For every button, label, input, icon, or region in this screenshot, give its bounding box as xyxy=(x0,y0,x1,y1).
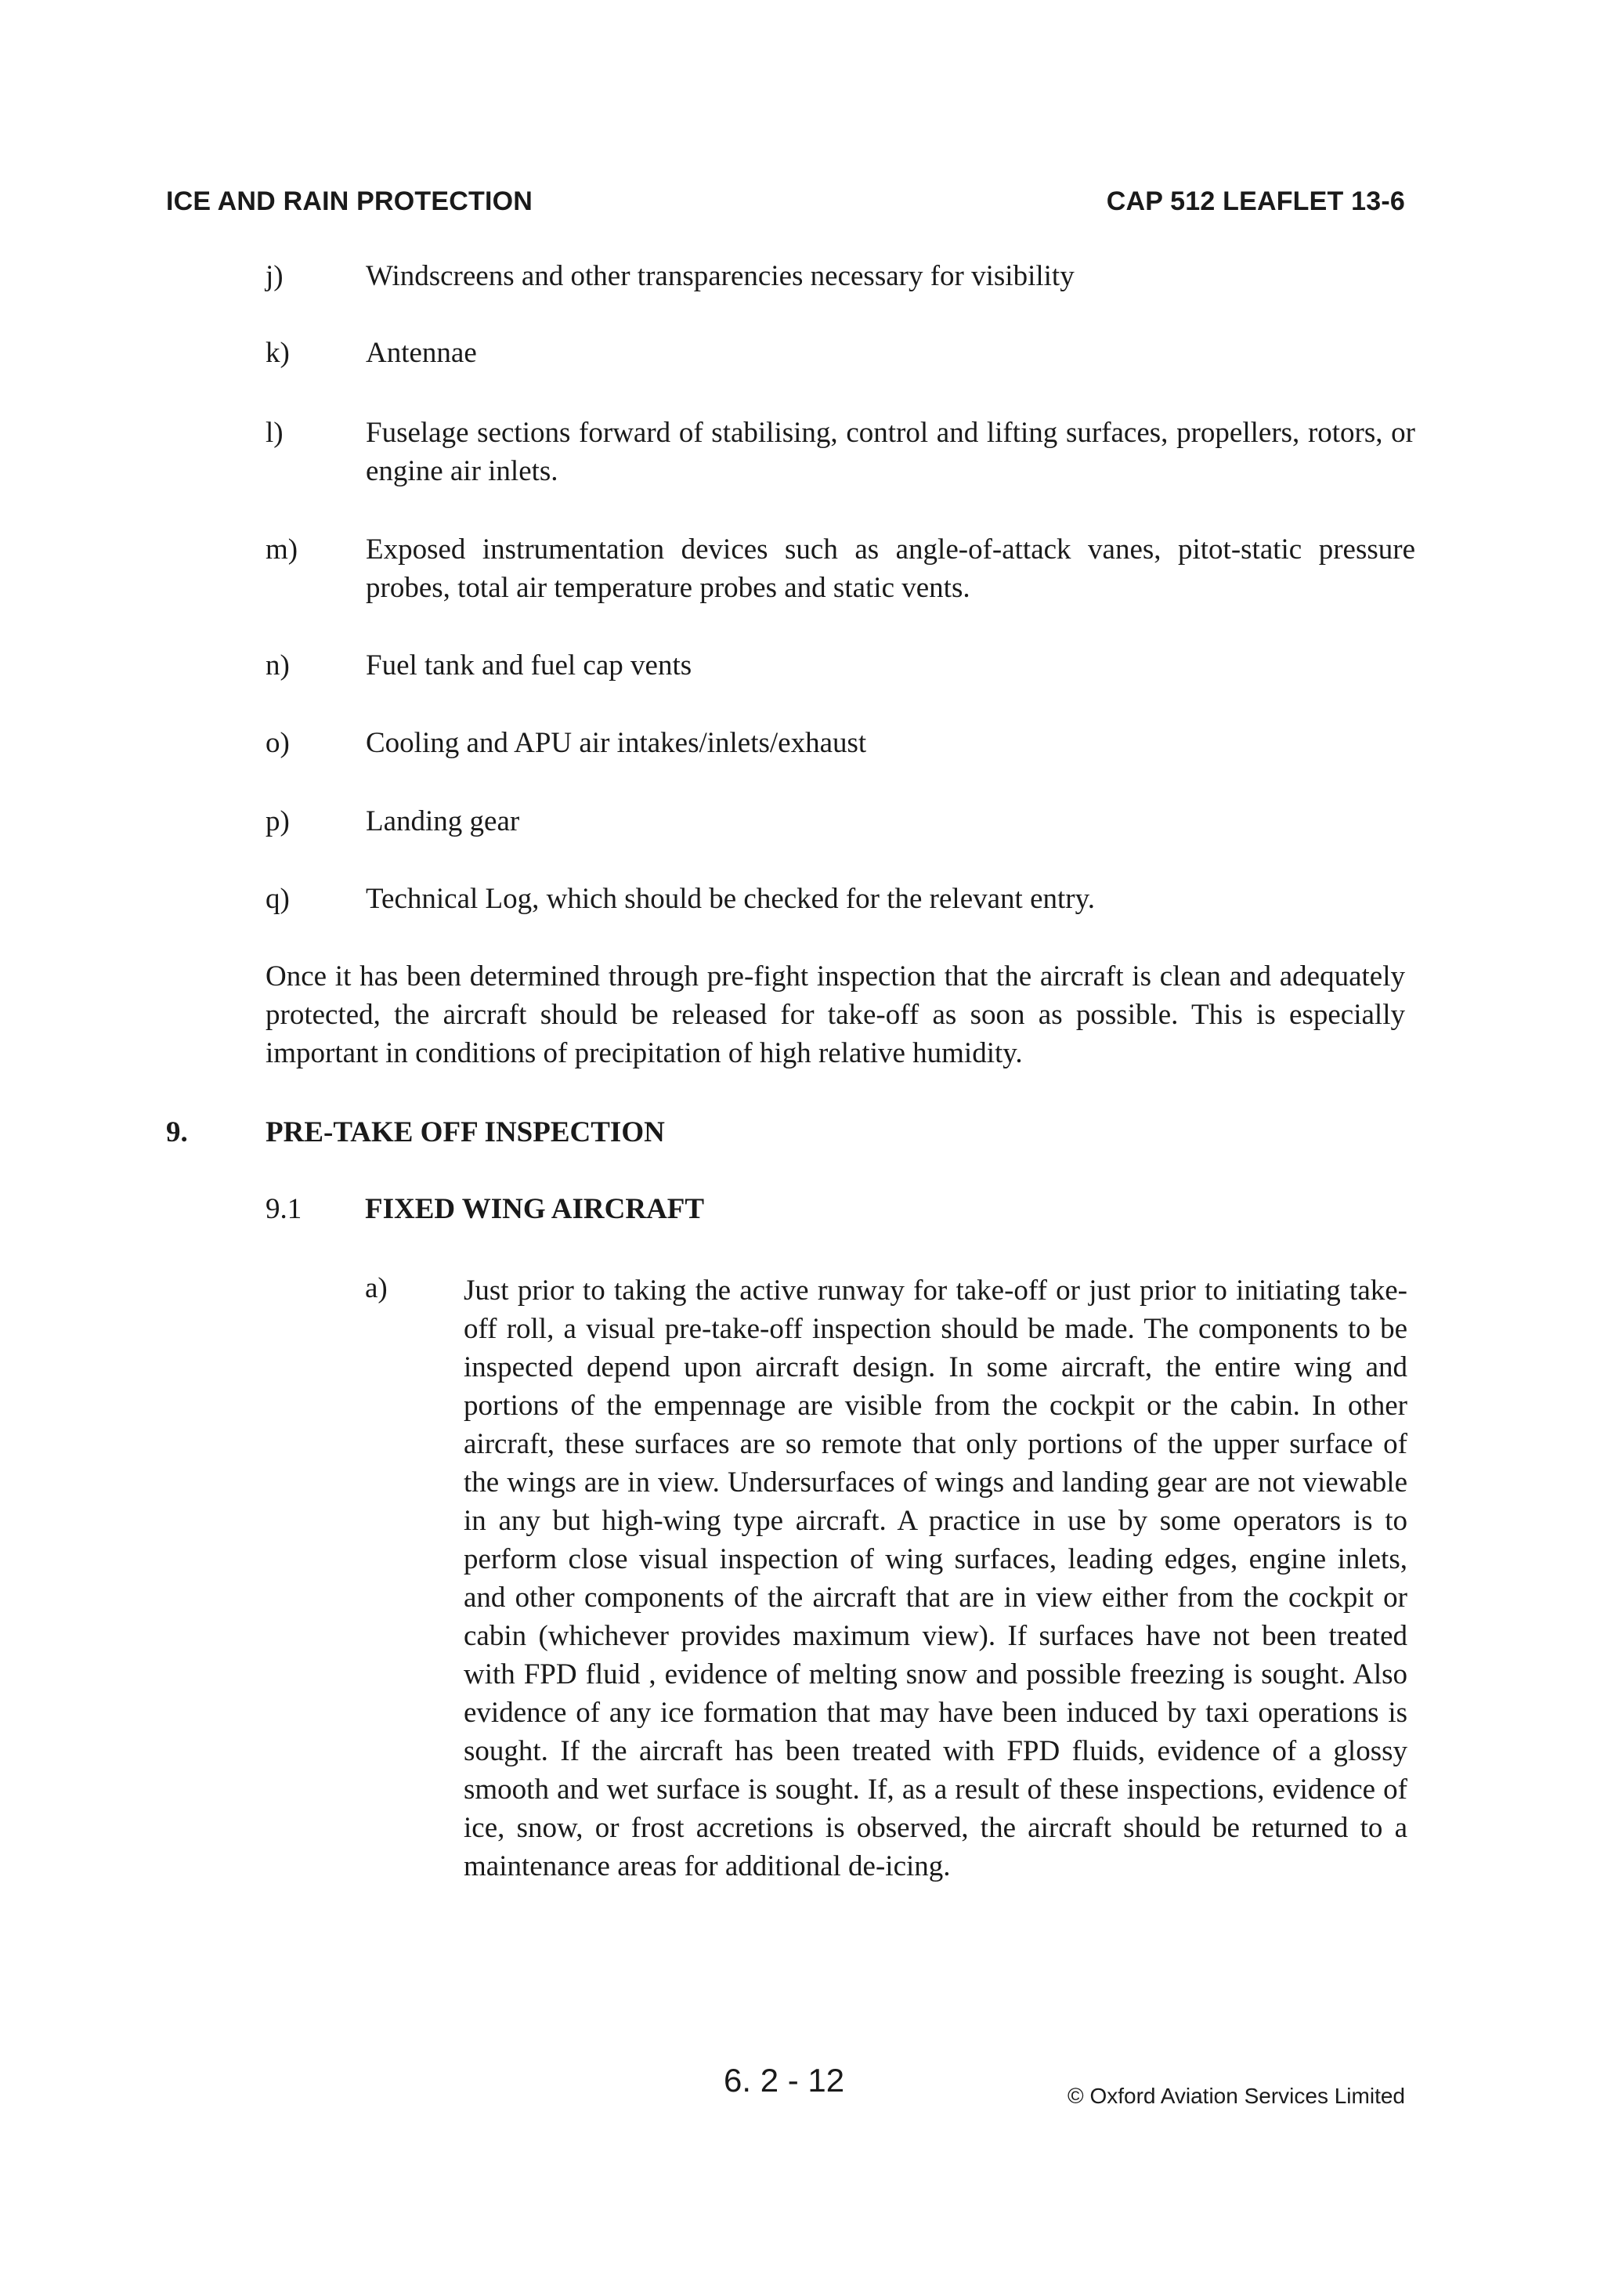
list-item-marker: l) xyxy=(266,417,284,449)
list-item-text: Windscreens and other transparencies necessary for visibility xyxy=(366,260,1075,292)
list-item-marker: o) xyxy=(266,727,290,759)
list-item-marker: n) xyxy=(266,649,290,682)
list-item-text: Antennae xyxy=(366,337,477,369)
list-item-text: Cooling and APU air intakes/inlets/exhaust xyxy=(366,727,867,759)
section-title: PRE-TAKE OFF INSPECTION xyxy=(266,1116,665,1148)
sub-item-text: Just prior to taking the active runway for take-off or just prior to initiating take-off roll, a visual pre-take-off inspection should be made. The components to be inspected depend upon aircraft design. In some aircraft, the entire wing and portions of the empennage are visible from the cockpit or the cabin. In other aircraft, these surfaces are so remote that only portions of the upper surface of the wings are in view. Undersurfaces of wings and landing gear are not viewable in any but high-wing type aircraft. A practice in use by some operators is to perform close visual inspection of wing surfaces, leading edges, engine inlets, and other components of the aircraft that are in view either from the cockpit or cabin (whichever provides maximum view). If surfaces have not been treated with FPD fluid , evidence of melting snow and possible freezing is sought. Also evidence of any ice formation that may have been induced by taxi operations is sought. If the aircraft has been treated with FPD fluids, evidence of a glossy smooth and wet surface is sought. If, as a result of these inspections, evidence of ice, snow, or frost accretions is observed, the aircraft should be returned to a maintenance areas for additional de-icing. xyxy=(464,1275,1407,1882)
body-paragraph: Once it has been determined through pre-fight inspection that the aircraft is clean and adequately protected, the aircraft should be released for take-off as soon as possible. This is especially important in conditions of precipitation of high relative humidity. xyxy=(266,960,1405,1069)
list-item-marker: m) xyxy=(266,533,298,566)
subsection-title: FIXED WING AIRCRAFT xyxy=(365,1193,705,1225)
copyright-notice: © Oxford Aviation Services Limited xyxy=(1068,2084,1405,2108)
list-item-text: Fuel tank and fuel cap vents xyxy=(366,649,692,682)
section-number: 9. xyxy=(166,1116,188,1148)
page-number: 6. 2 - 12 xyxy=(724,2062,845,2099)
list-item-text: Fuselage sections forward of stabilising, control and lifting surfaces, propellers, rotors, or engine air inlets. xyxy=(366,417,1415,487)
list-item-marker: q) xyxy=(266,883,290,915)
list-item-text: Landing gear xyxy=(366,805,520,837)
header-title: ICE AND RAIN PROTECTION xyxy=(166,186,533,216)
list-item-marker: k) xyxy=(266,337,290,369)
header-reference: CAP 512 LEAFLET 13-6 xyxy=(1106,186,1405,216)
sub-item-marker: a) xyxy=(365,1272,388,1304)
list-item-marker: p) xyxy=(266,805,290,837)
list-item-text: Exposed instrumentation devices such as angle-of-attack vanes, pitot-static pressure probes, total air temperature probes and static vents. xyxy=(366,533,1415,604)
list-item-text: Technical Log, which should be checked for the relevant entry. xyxy=(366,883,1095,915)
list-item-marker: j) xyxy=(266,260,284,292)
subsection-number: 9.1 xyxy=(266,1193,302,1225)
